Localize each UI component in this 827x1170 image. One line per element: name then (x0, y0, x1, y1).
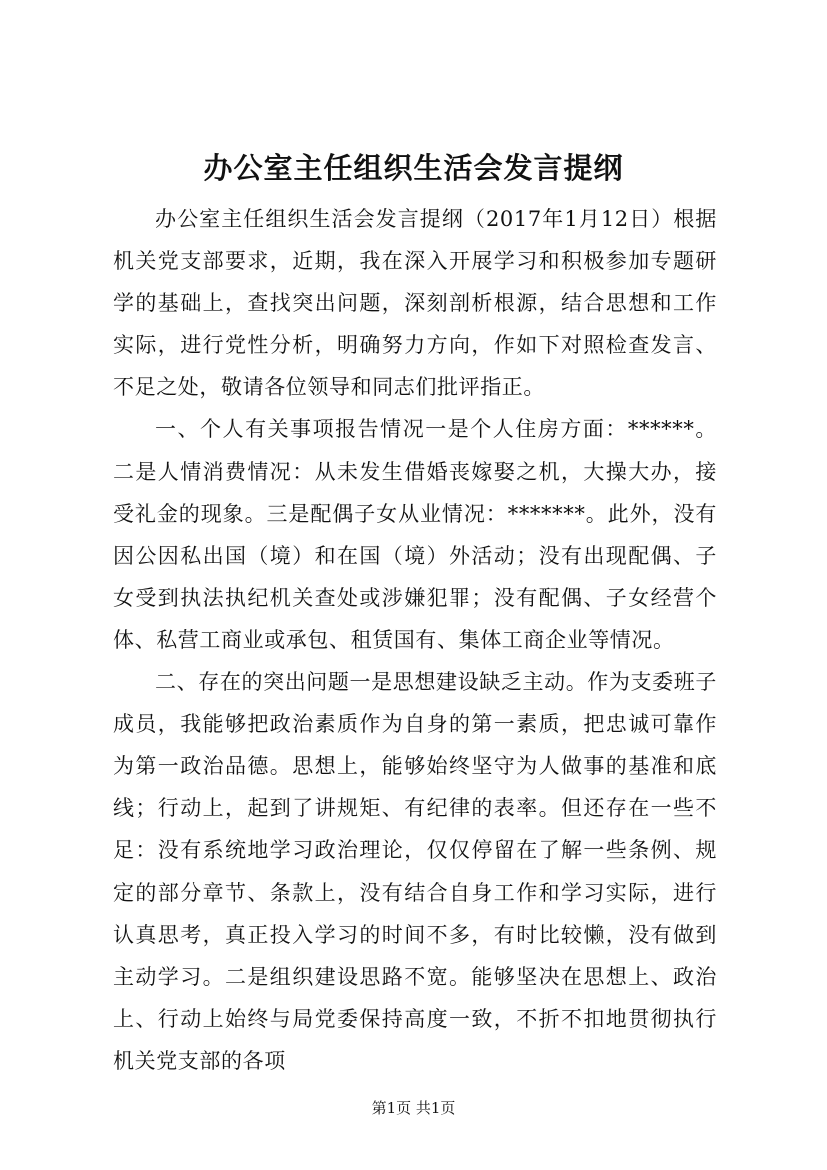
document-title: 办公室主任组织生活会发言提纲 (203, 151, 624, 185)
paragraph-problems: 二、存在的突出问题一是思想建设缺乏主动。作为支委班子成员，我能够把政治素质作为自身的第一素质，把忠诚可靠作为第一政治品德。思想上，能够始终坚守为人做事的基准和底线；行动上，起到了讲规矩、有纪律的表率。但还存在一些不足：没有系统地学习政治理论，仅仅停留在了解一些条例、规定的部分章节、条款上，没有结合自身工作和学习实际，进行认真思考，真正投入学习的时间不多，有时比较懒，没有做到主动学习。二是组织建设思路不宽。能够坚决在思想上、政治上、行动上始终与局党委保持高度一致，不折不扣地贯彻执行机关党支部的各项 (113, 670, 717, 1073)
paragraph-personal-matters: 一、个人有关事项报告情况一是个人住房方面：******。二是人情消费情况：从未发生借婚丧嫁娶之机，大操大办，接受礼金的现象。三是配偶子女从业情况：*******。此外，没有因公因私出国（境）和在国（境）外活动；没有出现配偶、子女受到执法执纪机关查处或涉嫌犯罪；没有配偶、子女经营个体、私营工商业或承包、租赁国有、集体工商企业等情况。 (113, 417, 717, 652)
paragraph-intro: 办公室主任组织生活会发言提纲（2017年1月12日）根据机关党支部要求，近期，我在深入开展学习和积极参加专题研学的基础上，查找突出问题，深刻剖析根源，结合思想和工作实际，进行党性分析，明确努力方向，作如下对照检查发言、不足之处，敬请各位领导和同志们批评指正。 (113, 207, 717, 400)
document-body (113, 198, 717, 1082)
page-number-footer: 第1页 共1页 (371, 1099, 456, 1117)
